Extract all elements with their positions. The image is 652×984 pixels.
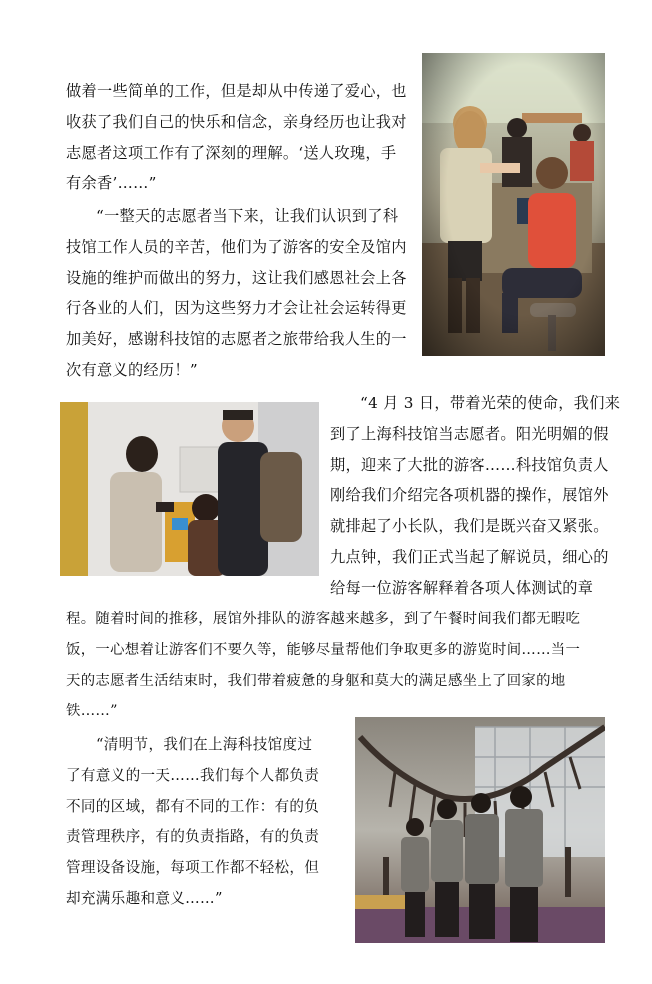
text-line: 加美好，感谢科技馆的志愿者之旅带给我人生的一	[66, 330, 407, 349]
text-line: 设施的维护而做出的努力，这让我们感恩社会上各	[66, 268, 407, 287]
photo-volunteer-kiosk	[422, 53, 605, 356]
text-line: 技馆工作人员的辛苦，他们为了游客的安全及馆内	[66, 237, 407, 256]
text-line: “4 月 3 日，带着光荣的使命，我们来	[360, 394, 621, 412]
text-line: 却充满乐趣和意义……”	[66, 889, 223, 907]
text-line: 不同的区域，都有不同的工作：有的负	[66, 797, 320, 815]
text-line: 做着一些简单的工作，但是却从中传递了爱心，也	[66, 82, 407, 100]
text-line: 就排起了小长队，我们是既兴奋又紧张。	[330, 517, 609, 536]
text-line: 刚给我们介绍完各项机器的操作，展馆外	[330, 486, 609, 505]
paragraph-4	[66, 730, 348, 915]
text-line: 饭，一心想着让游客们不要久等，能够尽量帮他们争取更多的游览时间……当一	[66, 641, 581, 658]
text-line: “清明节，我们在上海科技馆度过	[96, 736, 313, 753]
paragraph-3-bottom	[66, 604, 626, 727]
text-line: 责管理秩序，有的负责指路，有的负责	[66, 828, 320, 846]
text-line: 收获了我们自己的快乐和信念，亲身经历也让我对	[66, 112, 407, 131]
text-line: 有余香’……”	[66, 174, 157, 193]
paragraph-2	[66, 201, 410, 386]
text-line: 管理设备设施，每项工作都不轻松，但	[66, 859, 320, 877]
text-line: 期，迎来了大批的游客……科技馆负责人	[330, 455, 609, 474]
paragraph-3-top	[330, 388, 626, 604]
paragraph-1	[66, 76, 410, 199]
text-line: 天的志愿者生活结束时，我们带着疲惫的身躯和莫大的满足感坐上了回家的地	[66, 672, 566, 689]
text-line: 程。随着时间的推移，展馆外排队的游客越来越多，到了午餐时间我们都无暇吃	[66, 611, 581, 627]
photo-child-touchscreen	[60, 402, 319, 576]
text-line: 给每一位游客解释着各项人体测试的章	[330, 578, 594, 597]
text-line: 志愿者这项工作有了深刻的理解。‘送人玫瑰，手	[66, 143, 397, 162]
photo-group-dinosaur	[355, 717, 605, 943]
text-line: 铁……”	[66, 703, 118, 720]
text-line: 九点钟，我们正式当起了解说员，细心的	[330, 547, 609, 566]
text-line: 行各业的人们，因为这些努力才会让社会运转得更	[66, 299, 407, 318]
text-line: 到了上海科技馆当志愿者。阳光明媚的假	[330, 424, 609, 443]
text-line: 次有意义的经历！”	[66, 360, 198, 379]
text-line: “一整天的志愿者当下来，让我们认识到了科	[96, 207, 399, 225]
text-line: 了有意义的一天……我们每个人都负责	[66, 766, 320, 784]
